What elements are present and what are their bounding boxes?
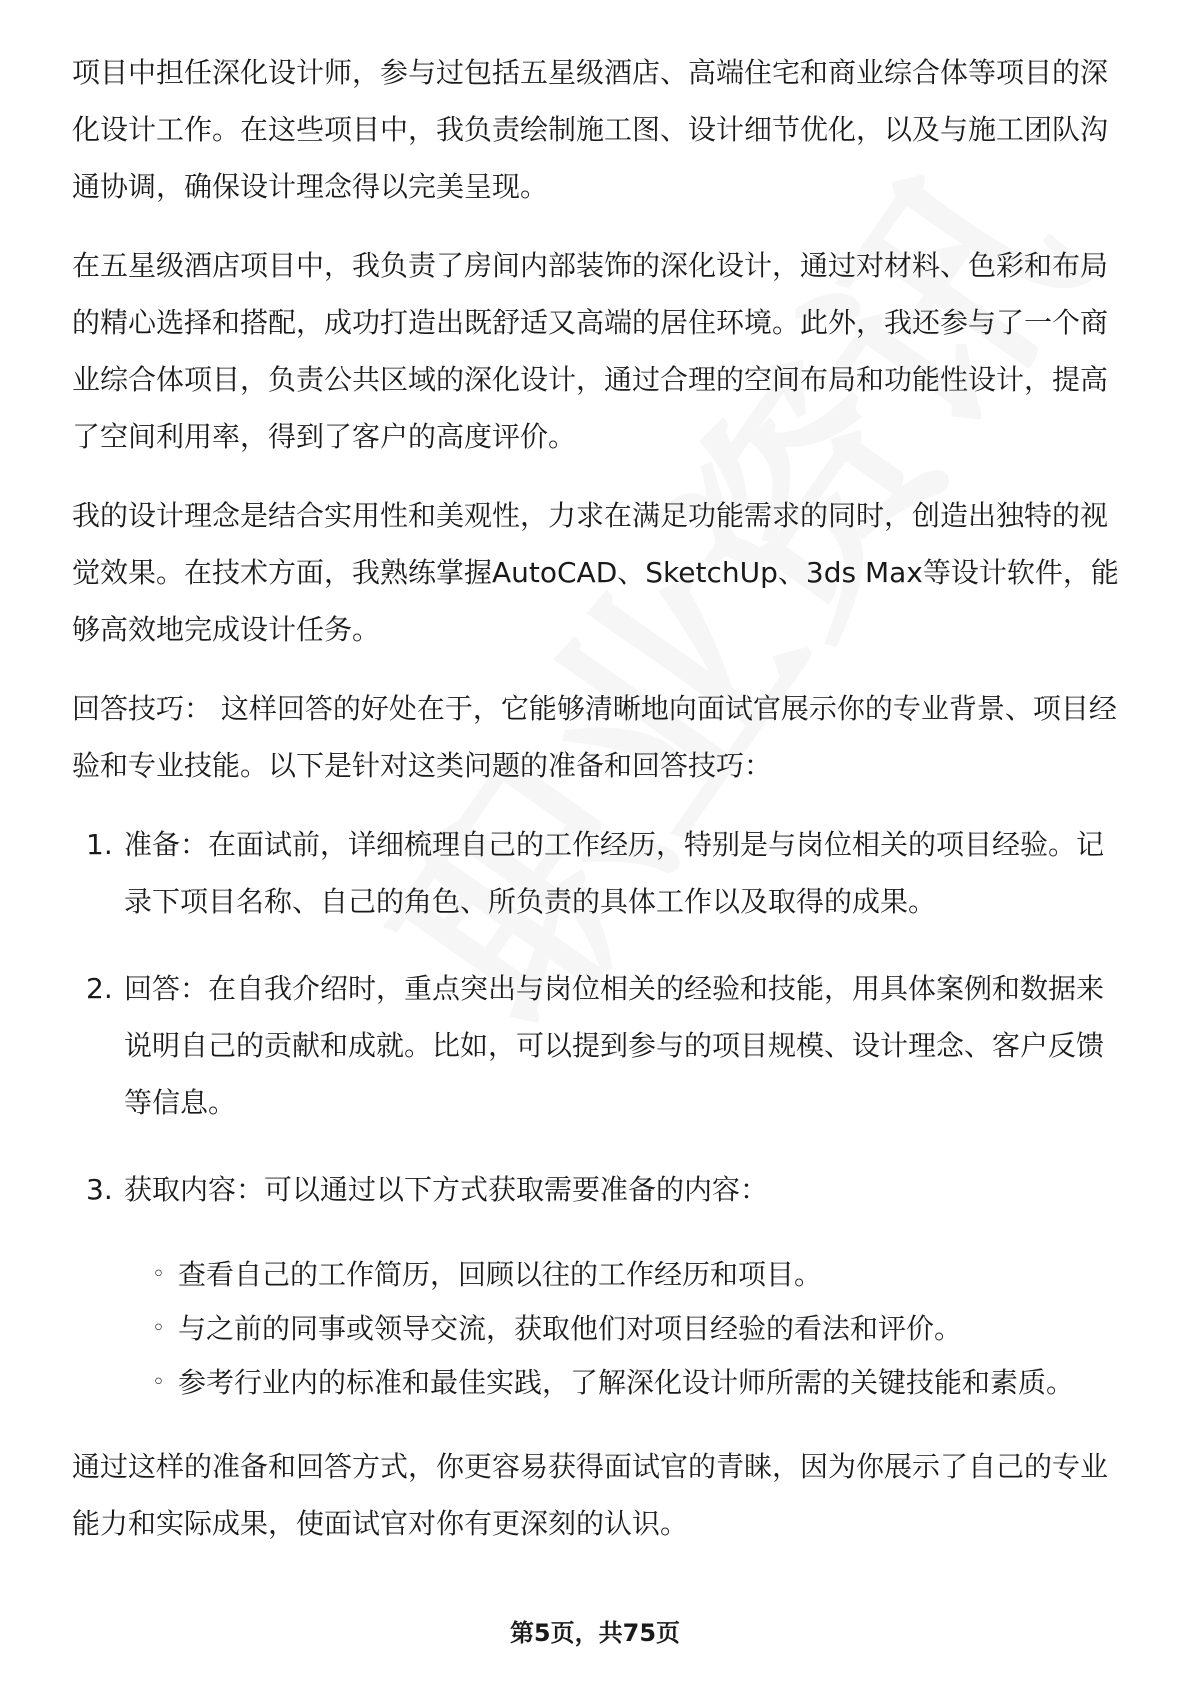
bullet-item-text: 查看自己的工作简历，回顾以往的工作经历和项目。 [178,1258,823,1291]
page-number: 第5页，共75页 [509,1619,681,1647]
list-number: 1. [86,828,113,861]
paragraph-hotel-project: 在五星级酒店项目中，我负责了房间内部装饰的深化设计，通过对材料、色彩和布局的精心选择和搭配，成功打造出既舒适又高端的居住环境。此外，我还参与了一个商业综合体项目，负责公共区域的深化设计，通过合理的空间布局和功能性设计，提高了空间利用率，得到了客户的高度评价。 [72,249,1109,453]
list-item [72,1161,1122,1218]
bullet-icon: ◦ [152,1316,165,1341]
list-item [72,816,1122,930]
list-item [72,960,1122,1131]
numbered-list [72,816,1122,1218]
bullet-item [72,1248,1122,1302]
bullet-item-text: 与之前的同事或领导交流，获取他们对项目经验的看法和评价。 [178,1312,963,1345]
paragraph-answer-tips: 回答技巧： 这样回答的好处在于，它能够清晰地向面试官展示你的专业背景、项目经验和专业技能。以下是针对这类问题的准备和回答技巧： [72,692,1117,782]
paragraph-closing: 通过这样的准备和回答方式，你更容易获得面试官的青睐，因为你展示了自己的专业能力和实际成果，使面试官对你有更深刻的认识。 [72,1450,1109,1540]
list-number: 2. [86,972,113,1005]
bullet-item [72,1356,1122,1410]
list-item-text: 回答：在自我介绍时，重点突出与岗位相关的经验和技能，用具体案例和数据来说明自己的贡献和成就。比如，可以提到参与的项目规模、设计理念、客户反馈等信息。 [124,972,1105,1119]
bullet-item-text: 参考行业内的标准和最佳实践，了解深化设计师所需的关键技能和素质。 [178,1366,1075,1399]
list-item-text: 获取内容：可以通过以下方式获取需要准备的内容： [124,1173,769,1206]
document-body [72,44,1122,1574]
paragraph-intro: 项目中担任深化设计师，参与过包括五星级酒店、高端住宅和商业综合体等项目的深化设计工作。在这些项目中，我负责绘制施工图、设计细节优化，以及与施工团队沟通协调，确保设计理念得以完美呈现。 [72,56,1109,203]
bullet-icon: ◦ [152,1262,165,1287]
bullet-icon: ◦ [152,1370,165,1395]
list-number: 3. [86,1173,113,1206]
list-item-text: 准备：在面试前，详细梳理自己的工作经历，特别是与岗位相关的项目经验。记录下项目名称、自己的角色、所负责的具体工作以及取得的成果。 [124,828,1105,918]
bullet-list [72,1248,1122,1410]
paragraph-design-philosophy: 我的设计理念是结合实用性和美观性，力求在满足功能需求的同时，创造出独特的视觉效果。在技术方面，我熟练掌握AutoCAD、SketchUp、3ds Max等设计软件，能够高效地完成设计任务。 [72,499,1119,646]
bullet-item [72,1302,1122,1356]
